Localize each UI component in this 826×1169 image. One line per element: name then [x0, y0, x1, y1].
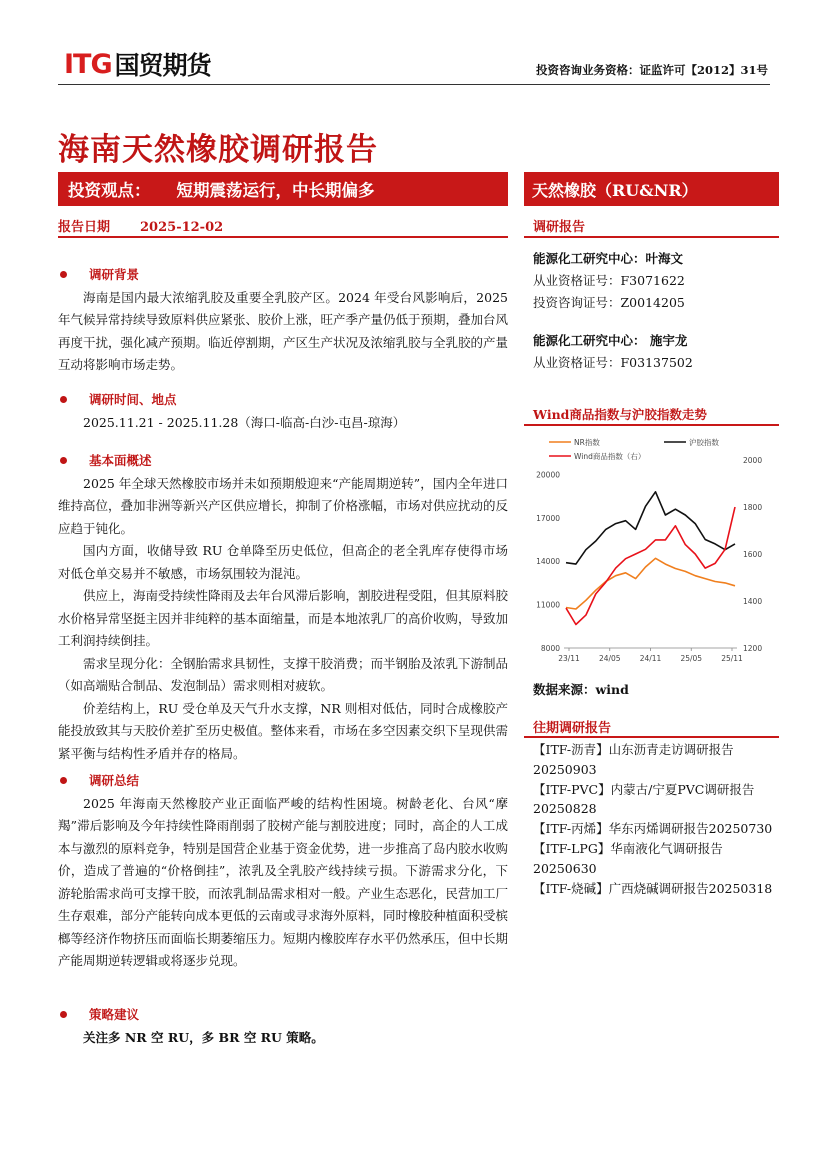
y-left-tick-label: 20000 — [536, 470, 560, 480]
y-left-tick-label: 17000 — [536, 513, 560, 523]
x-tick-label: 24/11 — [639, 654, 662, 663]
y-left-tick-label: 14000 — [536, 557, 560, 567]
analyst-name: 能源化工研究中心： 施宇龙 — [533, 333, 688, 348]
paragraph: 国内方面，收储导致 RU 仓单降至历史低位，但高企的老全乳库存使得市场对低仓单交易并不敏感，市场氛围较为混沌。 — [58, 543, 508, 581]
legend-label: Wind商品指数（右） — [574, 452, 646, 461]
report-type: 调研报告 — [533, 220, 586, 235]
past-report-link[interactable]: 【ITF-烧碱】广西烧碱调研报告20250318 — [533, 880, 773, 896]
view-value: 短期震荡运行，中长期偏多 — [176, 181, 375, 200]
series-line-2 — [566, 507, 735, 625]
analyst-1 — [533, 248, 773, 314]
paragraph: 需求呈现分化：全钢胎需求具韧性，支撑干胶消费；而半钢胎及浓乳下游制品（如高端贴合制品、发泡制品）需求则相对疲软。 — [58, 655, 509, 693]
past-report-link[interactable]: 【ITF-PVC】内蒙古/宁夏PVC调研报告20250828 — [533, 781, 755, 817]
logo-itg: ITG — [64, 48, 112, 80]
section-heading: 策略建议 — [58, 1004, 508, 1027]
line-chart — [524, 430, 777, 674]
section-heading: 调研背景 — [58, 264, 508, 287]
y-right-tick-label: 1200 — [743, 644, 763, 653]
analyst-license: 从业资格证号：F03137502 — [533, 355, 693, 370]
section-heading: 调研总结 — [58, 770, 508, 793]
chart-title: Wind商品指数与沪胶指数走势 — [533, 407, 707, 422]
section-background — [58, 264, 508, 377]
paragraph: 海南是国内最大浓缩乳胶及重要全乳胶产区。2024 年受台风影响后，2025 年气候异常持续导致原料供应紧张、胶价上涨，旺产季产量仍低于预期，叠加台风再度干扰，强化减产预期。临近停割期，产区生产状况及浓缩乳胶与全乳胶的产量互动将影响市场走势。 — [58, 289, 509, 372]
analyst-consult-license: 投资咨询证号：Z0014205 — [533, 295, 685, 310]
paragraph: 供应上，海南受持续性降雨及去年台风滞后影响，割胶进程受阻，但其原料胶水价格异常坚挺主因并非纯粹的基本面缩量，而是本地浓乳厂的高价收购，导致加工利润持续倒挂。 — [58, 588, 509, 648]
report-date-value: 2025-12-02 — [140, 220, 224, 235]
y-left-tick-label: 8000 — [540, 644, 560, 653]
paragraph: 价差结构上，RU 受仓单及天气升水支撑，NR 则相对低估，同时合成橡胶产能投放致其与天胶价差扩至历史极值。整体来看，市场在多空因素交织下呈现供需紧平衡与结构性矛盾并存的格局。 — [58, 700, 509, 761]
x-tick-label: 24/05 — [598, 654, 621, 663]
license-text: 投资咨询业务资格：证监许可【2012】31号 — [535, 63, 768, 77]
section-summary — [58, 770, 508, 973]
section-strategy — [58, 1004, 508, 1049]
past-reports-title: 往期调研报告 — [533, 721, 612, 736]
chart-divider — [524, 424, 779, 426]
past-divider — [524, 736, 779, 738]
analyst-license: 从业资格证号：F3071622 — [533, 273, 685, 288]
product-bar: 天然橡胶（RU&NR） — [524, 172, 779, 206]
chart-container — [524, 430, 777, 674]
logo-company-name: 国贸期货 — [114, 51, 211, 80]
paragraph: 2025 年海南天然橡胶产业正面临严峻的结构性困境。树龄老化、台风“摩羯”滞后影响及今年持续性降雨削弱了胶树产能与割胶进度；同时，高企的人工成本与激烈的原料竞争，特别是国营企业基于资金优势，进一步推高了岛内胶水收购价，造成了普遍的“价格倒挂”，浓乳及全乳胶产线持续亏损。下游需求分化，下游轮胎需求尚可支撑干胶，而浓乳制品需求相对一般。产业生态恶化，民营加工厂生存艰难，部分产能转向成本更低的云南或寻求海外原料，同时橡胶种植面积受槟榔等经济作物挤压而面临长期萎缩压力。短期内橡胶库存水平仍然承压，但中长期产能周期逆转逻辑或将逐步兑现。 — [58, 795, 509, 968]
report-date-label: 报告日期 — [58, 220, 111, 235]
past-reports-list — [533, 740, 773, 898]
left-divider — [58, 236, 508, 238]
section-fundamentals — [58, 450, 508, 765]
investment-view-bar — [58, 172, 508, 206]
legend-label: NR指数 — [574, 438, 600, 447]
paragraph: 2025.11.21 - 2025.11.28（海口-临高-白沙-屯昌-琼海） — [83, 414, 406, 430]
analyst-name: 能源化工研究中心：叶海文 — [533, 251, 684, 266]
legend-label: 沪胶指数 — [689, 438, 719, 447]
x-tick-label: 25/05 — [680, 654, 703, 663]
section-heading: 调研时间、地点 — [58, 389, 508, 412]
past-report-link[interactable]: 【ITF-LPG】华南液化气调研报告20250630 — [533, 840, 723, 876]
y-right-tick-label: 2000 — [743, 456, 763, 465]
report-date — [58, 216, 223, 235]
strategy-text: 关注多 NR 空 RU，多 BR 空 RU 策略。 — [83, 1029, 324, 1045]
right-divider — [524, 236, 779, 238]
header-divider — [58, 84, 770, 85]
company-logo — [64, 46, 211, 82]
past-report-link[interactable]: 【ITF-丙烯】华东丙烯调研报告20250730 — [533, 821, 773, 837]
data-source: 数据来源：wind — [533, 682, 629, 697]
y-right-tick-label: 1800 — [743, 503, 763, 512]
section-heading: 基本面概述 — [58, 450, 508, 473]
series-line-1 — [566, 492, 735, 564]
view-label: 投资观点： — [68, 181, 151, 200]
y-left-tick-label: 11000 — [536, 600, 560, 610]
x-tick-label: 25/11 — [721, 654, 743, 663]
x-tick-label: 23/11 — [558, 654, 580, 663]
paragraph: 2025 年全球天然橡胶市场并未如预期般迎来“产能周期逆转”，国内全年进口维持高位，叠加非洲等新兴产区供应增长，抑制了价格涨幅，市场对供应扰动的反应趋于钝化。 — [58, 475, 509, 536]
past-report-link[interactable]: 【ITF-沥青】山东沥青走访调研报告20250903 — [533, 742, 734, 777]
section-time-place — [58, 389, 508, 434]
report-title: 海南天然橡胶调研报告 — [58, 132, 378, 168]
analyst-2 — [533, 330, 773, 374]
y-right-tick-label: 1600 — [743, 550, 763, 559]
y-right-tick-label: 1400 — [743, 597, 763, 606]
